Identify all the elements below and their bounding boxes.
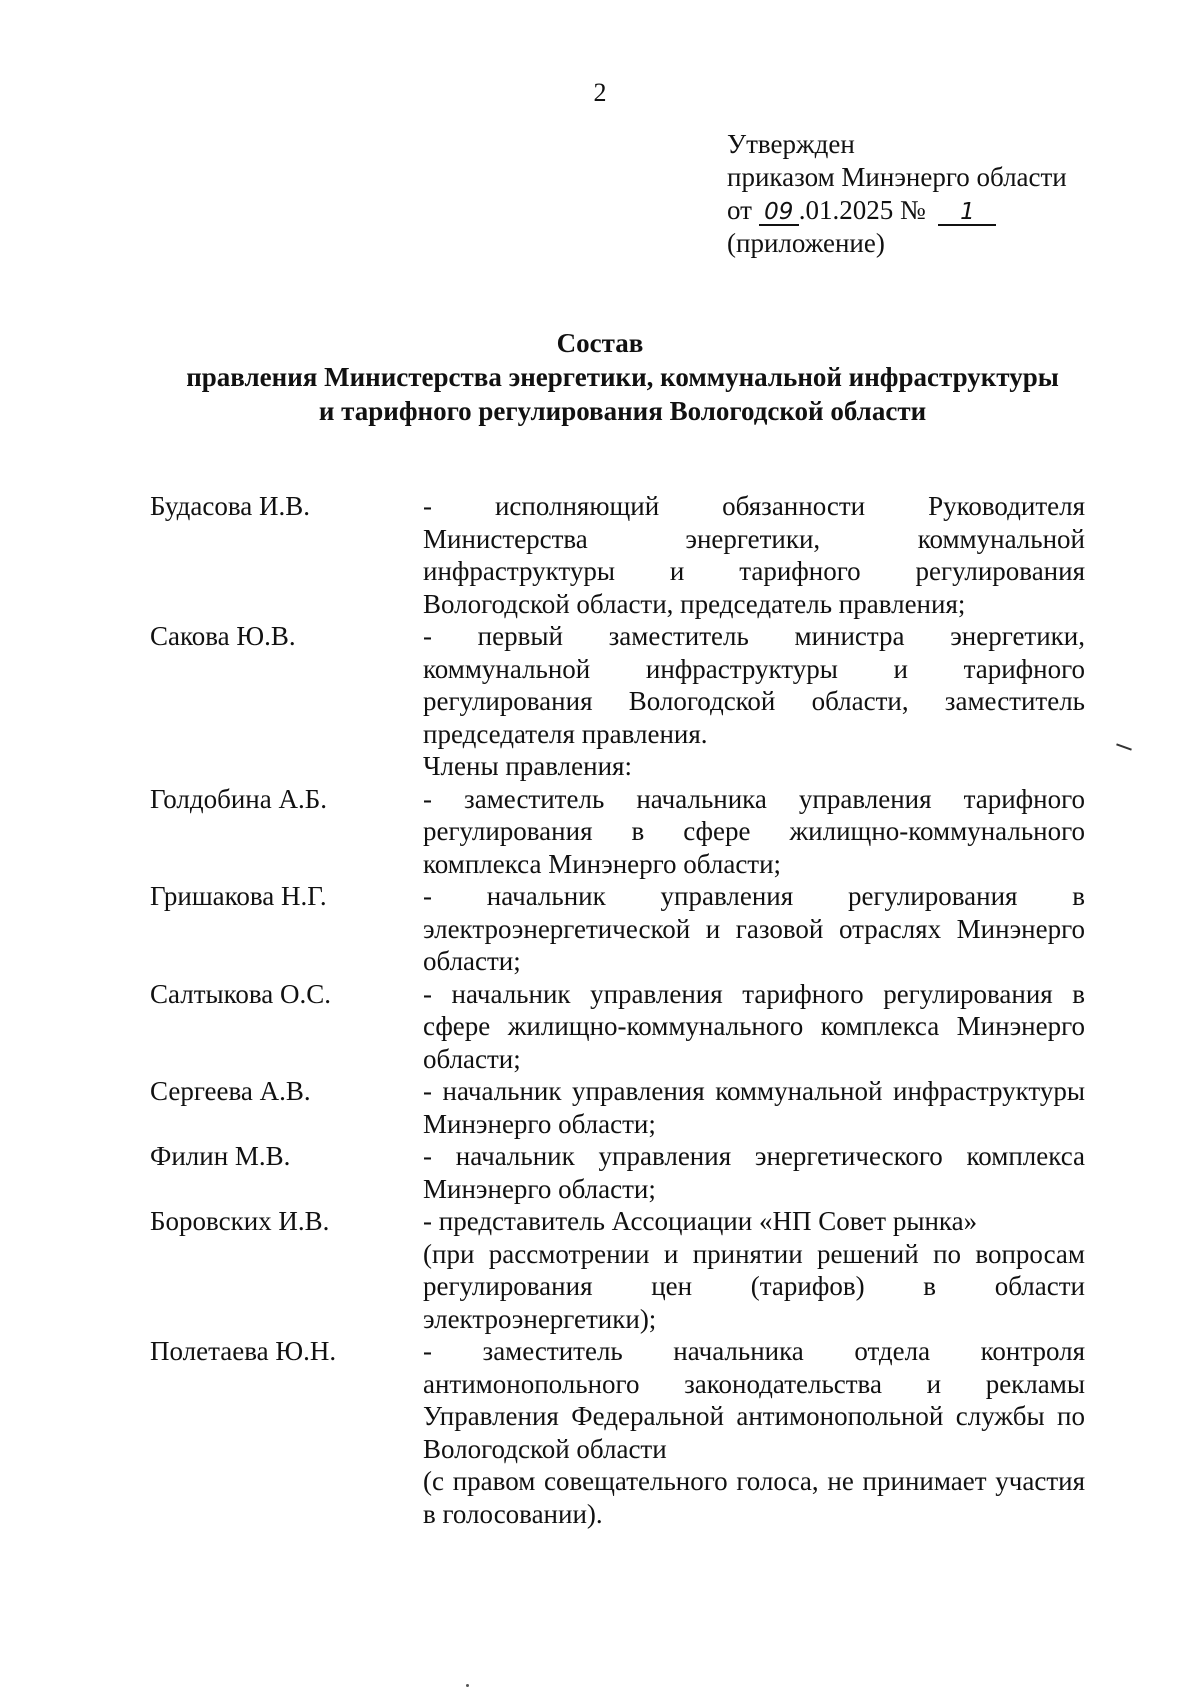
member-description-note: (при рассмотрении и принятии решений по вопросам регулирования цен (тарифов) в области электроэнергетики); (423, 1238, 1085, 1334)
document-title (0, 326, 1200, 428)
member-description-main: - представитель Ассоциации «НП Совет рынка» (423, 1206, 978, 1236)
member-row (150, 1140, 1085, 1205)
member-name: Сергеева А.В. (150, 1076, 311, 1106)
member-description: - начальник управления коммунальной инфраструктуры Минэнерго области; (423, 1076, 1085, 1139)
member-description: - первый заместитель министра энергетики, коммунальной инфраструктуры и тарифного регулирования Вологодской области, заместитель председателя правления. (423, 621, 1085, 749)
approval-stamp-block (727, 128, 1067, 260)
approval-date-prefix: от (727, 195, 752, 225)
member-description: - начальник управления тарифного регулирования в сфере жилищно-коммунального комплекса Минэнерго области; (423, 978, 1085, 1074)
title-line-1: Состав (556, 328, 644, 358)
member-description-main: - заместитель начальника отдела контроля антимонопольного законодательства и рекламы Управления Федеральной антимонопольной службы по Вологодской области (423, 1336, 1085, 1464)
member-row (150, 880, 1085, 978)
member-description-note: (с правом совещательного голоса, не принимает участия в голосовании). (423, 1466, 1085, 1529)
approval-date-rest: .01.2025 № (798, 195, 926, 225)
title-line-2: правления Министерства энергетики, коммунальной инфраструктуры (186, 362, 1059, 392)
member-row (150, 1075, 1085, 1140)
approval-line-order: приказом Минэнерго области (727, 162, 1067, 192)
member-row (150, 978, 1085, 1076)
member-name: Гришакова Н.Г. (150, 881, 327, 911)
member-name: Салтыкова О.С. (150, 978, 332, 1009)
approval-line-approved: Утвержден (727, 129, 855, 159)
member-row (150, 490, 1085, 620)
approval-line-appendix: (приложение) (727, 228, 885, 258)
member-description: - заместитель начальника управления тарифного регулирования в сфере жилищно-коммунального комплекса Минэнерго области; (423, 783, 1085, 879)
members-list (150, 490, 1085, 1530)
member-row (150, 1335, 1085, 1530)
member-row (150, 620, 1085, 750)
member-row (150, 783, 1085, 881)
member-name: Голдобина А.Б. (150, 783, 327, 814)
approval-date-day: 09 (759, 200, 799, 226)
page-number: 2 (593, 78, 607, 107)
member-name: Будасова И.В. (150, 491, 310, 521)
title-line-3: и тарифного регулирования Вологодской области (318, 396, 927, 426)
approval-order-number: 1 (938, 200, 996, 226)
member-description: - начальник управления энергетического комплекса Минэнерго области; (423, 1141, 1085, 1204)
member-name: Боровских И.В. (150, 1206, 330, 1236)
members-subheading: Члены правления: (423, 751, 632, 781)
approval-line-date (727, 194, 1067, 227)
scan-artifact-mark (1116, 743, 1132, 750)
member-row (150, 1205, 1085, 1335)
scan-artifact-dot (466, 1684, 469, 1687)
member-name: Филин М.В. (150, 1141, 291, 1171)
member-description: - исполняющий обязанности Руководителя Министерства энергетики, коммунальной инфраструктуры и тарифного регулирования Вологодской области, председатель правления; (423, 491, 1085, 619)
member-name: Полетаева Ю.Н. (150, 1336, 337, 1366)
member-name: Сакова Ю.В. (150, 621, 296, 651)
member-description: - начальник управления регулирования в электроэнергетической и газовой отраслях Минэнерго области; (423, 881, 1085, 976)
member-description (423, 1205, 1085, 1335)
member-description (423, 1335, 1085, 1530)
